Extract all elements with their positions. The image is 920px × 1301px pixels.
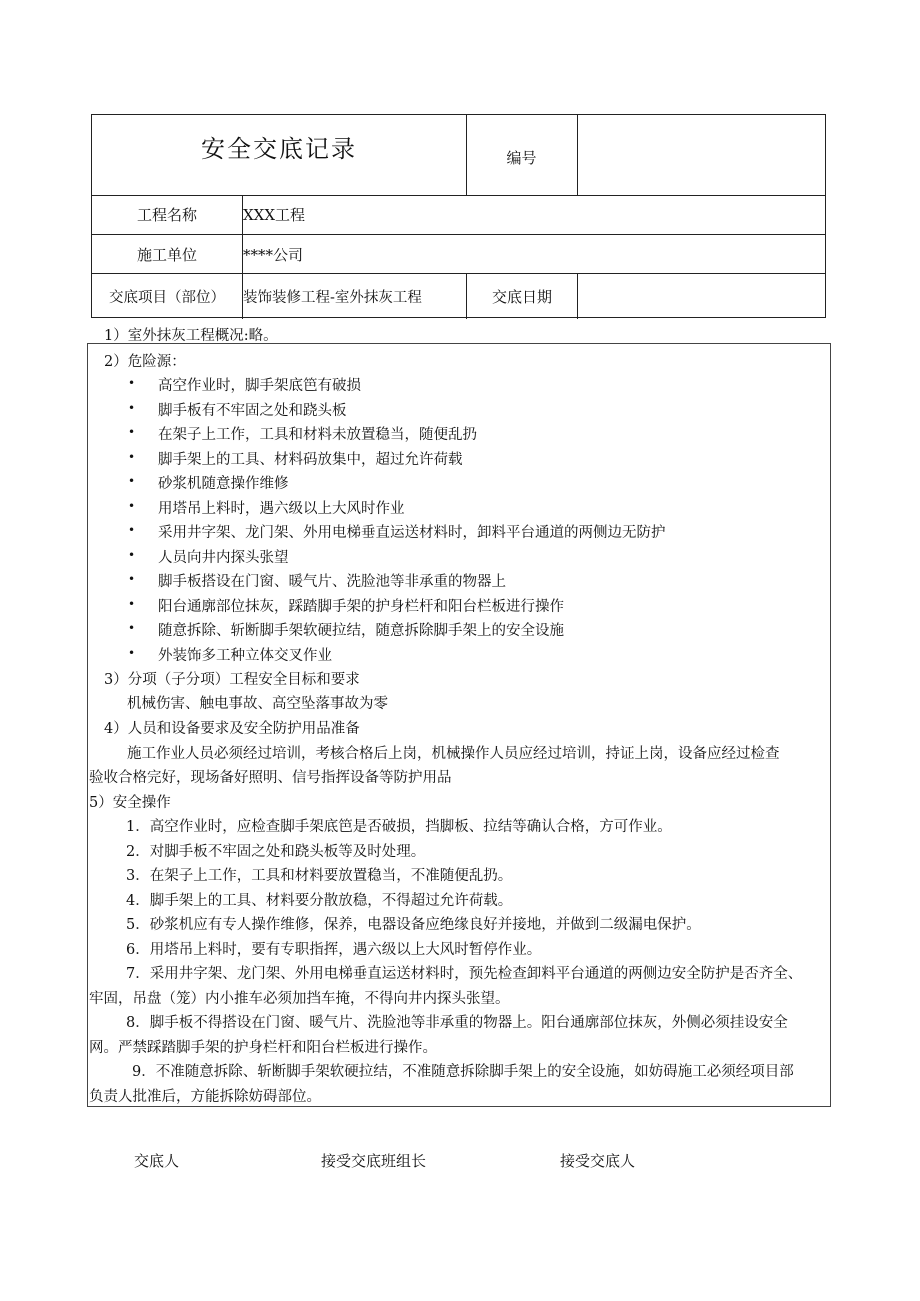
list-item: 砂浆机随意操作维修 bbox=[158, 476, 289, 492]
bullet-icon: • bbox=[128, 548, 136, 562]
section-4-body-line-1: 施工作业人员必须经过培训，考核合格后上岗，机械操作人员应经过培训，持证上岗，设备应经过检查 bbox=[127, 746, 780, 762]
list-item: 高空作业时，脚手架底笆有破损 bbox=[158, 378, 361, 394]
list-item: 采用井字架、龙门架、外用电梯垂直运送材料时，卸料平台通道的两侧边无防护 bbox=[158, 525, 666, 541]
handover-date-value[interactable] bbox=[578, 274, 825, 319]
list-item: 外装饰多工种立体交叉作业 bbox=[158, 648, 332, 664]
section-3-body: 机械伤害、触电事故、高空坠落事故为零 bbox=[127, 696, 388, 712]
code-value[interactable] bbox=[578, 115, 825, 195]
presenter-signature-label: 交底人 bbox=[134, 1152, 180, 1170]
bullet-icon: • bbox=[128, 523, 136, 537]
list-item: 人员向井内探头张望 bbox=[158, 550, 289, 566]
list-item: 8．脚手板不得搭设在门窗、暖气片、洗脸池等非承重的物器上。阳台通廓部位抹灰，外侧必须挂设安全 bbox=[126, 1015, 788, 1031]
receiver-signature-label: 接受交底人 bbox=[560, 1152, 636, 1170]
section-5-heading: 5）安全操作 bbox=[89, 795, 171, 811]
header-table bbox=[91, 114, 826, 318]
list-item: 脚手架上的工具、材料码放集中，超过允许荷载 bbox=[158, 452, 463, 468]
list-item: 9．不准随意拆除、斩断脚手架软硬拉结，不准随意拆除脚手架上的安全设施，如妨碍施工必须经项目部 bbox=[132, 1064, 794, 1080]
list-item: 脚手板搭设在门窗、暖气片、洗脸池等非承重的物器上 bbox=[158, 574, 506, 590]
bullet-icon: • bbox=[128, 621, 136, 635]
section-4-body-line-2: 验收合格完好，现场备好照明、信号指挥设备等防护用品 bbox=[89, 770, 452, 786]
list-item: 6．用塔吊上料时，要有专职指挥，遇六级以上大风时暂停作业。 bbox=[126, 942, 542, 958]
project-name-label: 工程名称 bbox=[136, 206, 197, 224]
bullet-icon: • bbox=[128, 474, 136, 488]
list-item-continuation: 牢固，吊盘（笼）内小推车必须加挡车掩，不得向井内探头张望。 bbox=[89, 991, 510, 1007]
section-3-heading: 3）分项（子分项）工程安全目标和要求 bbox=[104, 672, 360, 688]
code-label: 编号 bbox=[506, 148, 537, 167]
list-item: 7．采用井字架、龙门架、外用电梯垂直运送材料时，预先检查卸料平台通道的两侧边安全防护是否齐全、 bbox=[126, 966, 803, 982]
list-item: 阳台通廓部位抹灰，踩踏脚手架的护身栏杆和阳台栏板进行操作 bbox=[158, 599, 564, 615]
bullet-icon: • bbox=[128, 450, 136, 464]
construction-unit-label: 施工单位 bbox=[136, 245, 197, 264]
list-item: 用塔吊上料时，遇六级以上大风时作业 bbox=[158, 501, 405, 517]
bullet-icon: • bbox=[128, 425, 136, 439]
handover-date-label: 交底日期 bbox=[491, 288, 552, 306]
section-2-heading: 2）危险源： bbox=[104, 354, 186, 370]
list-item-continuation: 负责人批准后，方能拆除妨碍部位。 bbox=[89, 1089, 321, 1105]
list-item: 5．砂浆机应有专人操作维修，保养，电器设备应绝缘良好并接地，并做到二级漏电保护。 bbox=[126, 917, 701, 933]
list-item: 在架子上工作，工具和材料未放置稳当，随便乱扔 bbox=[158, 427, 477, 443]
document-title: 安全交底记录 bbox=[201, 135, 357, 163]
bullet-icon: • bbox=[128, 376, 136, 390]
bullet-icon: • bbox=[128, 499, 136, 513]
handover-item-label: 交底项目（部位） bbox=[109, 290, 225, 306]
list-item: 脚手板有不牢固之处和跷头板 bbox=[158, 403, 347, 419]
bullet-icon: • bbox=[128, 401, 136, 415]
section-4-heading: 4）人员和设备要求及安全防护用品准备 bbox=[104, 721, 360, 737]
team-leader-signature-label: 接受交底班组长 bbox=[321, 1152, 427, 1170]
list-item: 3．在架子上工作，工具和材料要放置稳当，不准随便乱扔。 bbox=[126, 868, 513, 884]
project-name-value: XXX工程 bbox=[243, 206, 306, 224]
section-1-overview: 1）室外抹灰工程概况:略。 bbox=[104, 328, 278, 344]
bullet-icon: • bbox=[128, 646, 136, 660]
list-item: 4．脚手架上的工具、材料要分散放稳，不得超过允许荷载。 bbox=[126, 893, 513, 909]
bullet-icon: • bbox=[128, 597, 136, 611]
bullet-icon: • bbox=[128, 572, 136, 586]
list-item-continuation: 网。严禁踩踏脚手架的护身栏杆和阳台栏板进行操作。 bbox=[89, 1040, 437, 1056]
list-item: 2．对脚手板不牢固之处和跷头板等及时处理。 bbox=[126, 844, 426, 860]
handover-item-value: 装饰装修工程-室外抹灰工程 bbox=[243, 290, 422, 306]
list-item: 随意拆除、斩断脚手架软硬拉结，随意拆除脚手架上的安全设施 bbox=[158, 623, 564, 639]
list-item: 1．高空作业时，应检查脚手架底笆是否破损，挡脚板、拉结等确认合格，方可作业。 bbox=[126, 819, 672, 835]
construction-unit-value: ****公司 bbox=[243, 245, 304, 264]
